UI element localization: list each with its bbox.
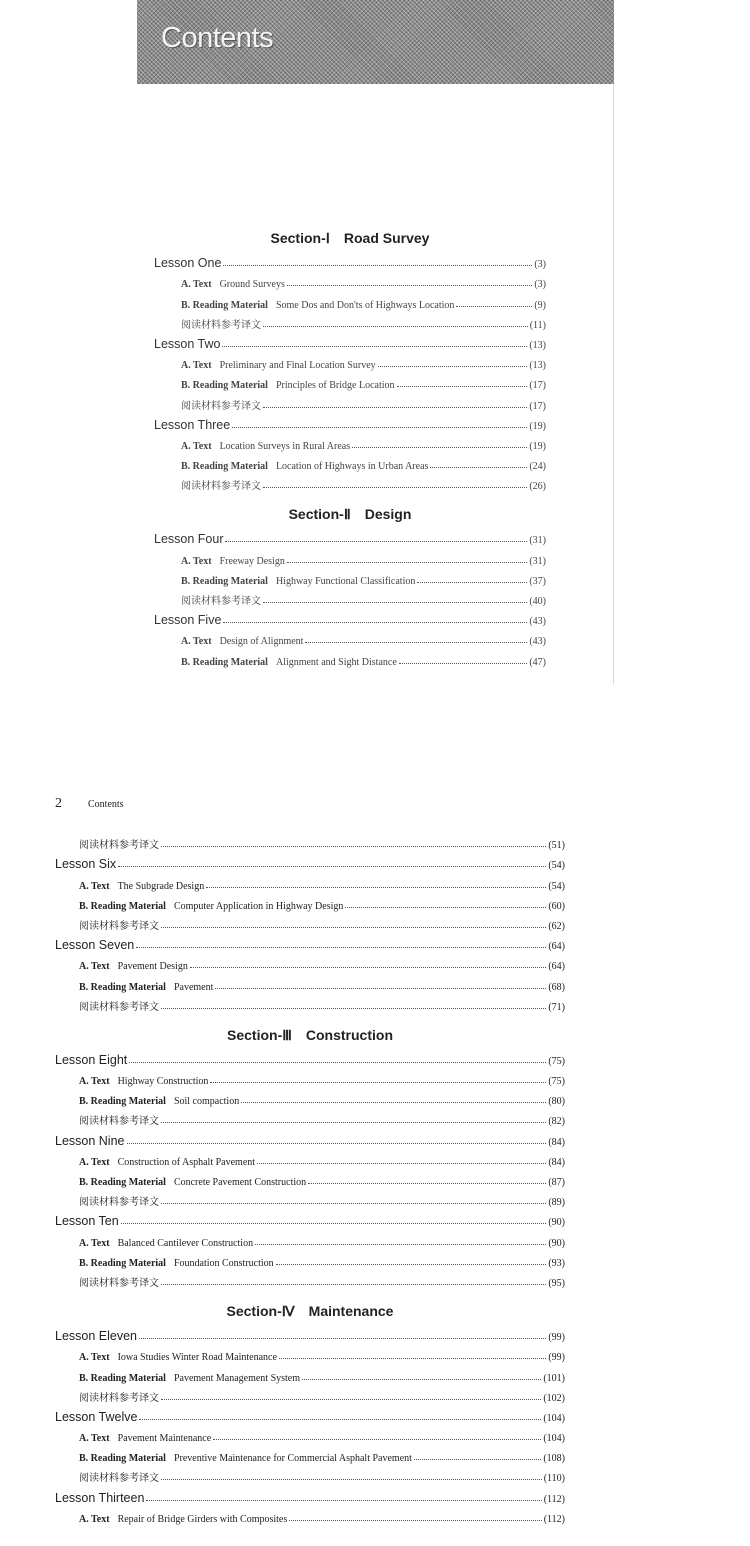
leader-dots [289,1520,541,1521]
entry-kind: B. Reading Material [79,1257,166,1269]
entry-kind: B. Reading Material [181,656,268,668]
subentry[interactable] [55,1148,565,1168]
subentry[interactable] [154,647,546,667]
entry-page: (31) [529,555,546,567]
subentry[interactable] [55,871,565,891]
entry-title: Computer Application in Highway Design [173,900,344,912]
entry-label [181,360,376,371]
entry-label [79,1469,159,1484]
subentry[interactable] [154,452,546,472]
entry-label: Lesson Eight [55,1052,128,1067]
entry-page: (19) [529,420,546,432]
leader-dots [232,427,527,428]
entry-label: Lesson One [154,256,222,271]
subentry[interactable] [55,1168,565,1188]
lesson-entry[interactable] [55,1484,565,1504]
entry-page: (37) [529,575,546,587]
entry-page: (75) [548,1076,565,1088]
leader-dots [222,346,527,347]
leader-dots [161,1122,546,1123]
leader-dots [430,467,527,468]
leader-dots [352,447,527,448]
entry-page: (26) [529,481,546,493]
section-title: Construction [305,1026,393,1043]
lesson-entry[interactable] [55,851,565,871]
entry-kind: A. Text [79,1352,110,1364]
leader-dots [397,386,528,387]
entry-page: (13) [529,360,546,372]
entry-label: Lesson Six [55,857,117,872]
subentry[interactable] [55,993,565,1013]
subentry[interactable] [55,1067,565,1087]
section-title: Design [364,506,412,523]
lesson-entry[interactable] [55,1404,565,1424]
subentry[interactable] [55,1228,565,1248]
entry-title: 阅读材料参考译文 [79,1001,159,1013]
entry-title: 阅读材料参考译文 [79,1197,159,1209]
leader-dots [161,1008,546,1009]
entry-label [79,1112,159,1127]
entry-title: Balanced Cantilever Construction [117,1237,254,1249]
entry-label [181,441,350,452]
lesson-entry[interactable] [154,331,546,351]
subentry[interactable] [154,546,546,566]
leader-dots [161,1203,546,1204]
entry-label [79,1096,239,1107]
leader-dots [161,1284,546,1285]
entry-kind: B. Reading Material [79,1453,166,1465]
entry-page: (90) [548,1237,565,1249]
subentry[interactable] [154,432,546,452]
entry-title: 阅读材料参考译文 [181,400,261,412]
leader-dots [279,1358,546,1359]
leader-dots [161,1479,542,1480]
entry-title: Pavement Maintenance [117,1433,212,1445]
entry-page: (75) [548,1055,565,1067]
entry-page: (17) [529,380,546,392]
entry-kind: A. Text [79,880,110,892]
subentry[interactable] [55,1363,565,1383]
subentry[interactable] [55,1464,565,1484]
entry-title: 阅读材料参考译文 [181,481,261,493]
entry-page: (82) [548,1116,565,1128]
section-label: Section-Ⅲ [227,1026,292,1043]
subentry[interactable] [154,351,546,371]
lesson-entry[interactable] [154,250,546,270]
section-heading [55,1023,565,1047]
subentry[interactable] [154,567,546,587]
entry-label [79,1453,412,1464]
entry-title: Highway Functional Classification [275,575,416,587]
leader-dots [399,663,528,664]
leader-dots [255,1244,546,1245]
subentry[interactable] [55,1087,565,1107]
entry-title: Concrete Pavement Construction [173,1177,307,1188]
leader-dots [414,1459,541,1460]
leader-dots [139,1338,546,1339]
entry-kind: B. Reading Material [79,900,166,912]
entry-title: Iowa Studies Winter Road Maintenance [117,1352,277,1364]
subentry[interactable] [154,587,546,607]
page-2-running-head [55,794,124,812]
entry-page: (90) [548,1217,565,1229]
lesson-entry[interactable] [154,412,546,432]
entry-page: (95) [548,1277,565,1289]
entry-page: (112) [543,1493,565,1505]
entry-title: Ground Surveys [219,279,285,291]
entry-page: (17) [529,400,546,412]
entry-kind: B. Reading Material [181,461,268,473]
entry-page: (99) [548,1332,565,1344]
leader-dots [345,907,546,908]
entry-label: Lesson Twelve [55,1409,138,1424]
entry-page: (71) [548,1001,565,1013]
leader-dots [263,407,527,408]
subentry[interactable] [55,912,565,932]
entry-kind: A. Text [181,279,212,291]
entry-label: Lesson Three [154,417,231,432]
entry-kind: B. Reading Material [181,380,268,392]
leader-dots [121,1223,547,1224]
leader-dots [136,947,546,948]
entry-label: Lesson Thirteen [55,1490,145,1505]
leader-dots [378,366,528,367]
section-title: Maintenance [308,1302,394,1319]
subentry[interactable] [55,1444,565,1464]
subentry[interactable] [55,1249,565,1269]
leader-dots [263,326,528,327]
entry-page: (62) [548,920,565,932]
subentry[interactable] [55,952,565,972]
entry-label [79,901,343,912]
entry-kind: A. Text [79,1433,110,1445]
lesson-entry[interactable] [154,526,546,546]
entry-label [79,961,188,972]
section-spacer [55,1013,565,1023]
leader-dots [127,1143,547,1144]
entry-title: 阅读材料参考译文 [79,1392,159,1404]
entry-page: (64) [548,941,565,953]
entry-kind: A. Text [79,961,110,973]
entry-label [79,1076,208,1087]
entry-kind: B. Reading Material [79,1372,166,1384]
leader-dots [139,1419,541,1420]
leader-dots [206,887,546,888]
leader-dots [129,1062,546,1063]
entry-title: Pavement Management System [173,1372,301,1384]
entry-label [79,1238,253,1249]
entry-title: Location Surveys in Rural Areas [219,440,351,452]
entry-label [79,1258,274,1269]
section-label: Section-Ⅱ [288,506,351,523]
page-number: 2 [55,796,62,811]
entry-label [79,1157,255,1168]
subentry[interactable] [55,831,565,851]
entry-page: (47) [529,656,546,668]
entry-kind: B. Reading Material [181,299,268,311]
section-heading [55,1299,565,1323]
entry-page: (89) [548,1197,565,1209]
entry-page: (40) [529,596,546,607]
subentry[interactable] [55,1424,565,1444]
entry-page: (93) [548,1257,565,1269]
subentry[interactable] [154,472,546,492]
entry-page: (112) [543,1513,565,1525]
entry-label [181,380,395,391]
entry-page: (99) [548,1352,565,1364]
leader-dots [263,487,527,488]
entry-kind: B. Reading Material [79,981,166,993]
entry-label [181,397,261,412]
entry-title: 阅读材料参考译文 [181,319,261,331]
entry-title: Construction of Asphalt Pavement [117,1156,256,1168]
entry-page: (64) [548,961,565,973]
entry-title: Pavement Design [117,961,188,973]
lesson-entry[interactable] [55,1323,565,1343]
entry-kind: A. Text [181,360,212,372]
entry-label [79,998,159,1013]
entry-page: (43) [529,616,546,628]
subentry[interactable] [55,1107,565,1127]
leader-dots [161,846,546,847]
lesson-entry[interactable] [154,607,546,627]
leader-dots [302,1379,541,1380]
subentry[interactable] [154,627,546,647]
entry-page: (104) [543,1412,565,1424]
section-label: Section-Ⅳ [226,1302,295,1319]
entry-page: (24) [529,461,546,473]
entry-label [181,556,285,567]
subentry[interactable] [55,1343,565,1363]
section-spacer [154,492,546,502]
entry-title: 阅读材料参考译文 [181,596,261,607]
leader-dots [161,927,546,928]
entry-title: Highway Construction [117,1076,209,1088]
leader-dots [287,285,532,286]
entry-page: (13) [529,339,546,351]
entry-label [79,982,213,993]
leader-dots [305,642,527,643]
entry-label [79,881,204,892]
leader-dots [263,602,527,603]
entry-label [181,300,454,311]
entry-page: (68) [548,981,565,993]
entry-title: 阅读材料参考译文 [79,1277,159,1289]
subentry[interactable] [55,1269,565,1289]
entry-kind: B. Reading Material [79,1096,166,1108]
subentry[interactable] [55,1505,565,1525]
leader-dots [190,967,547,968]
leader-dots [223,265,532,266]
entry-title: 阅读材料参考译文 [79,840,159,852]
entry-title: Freeway Design [219,555,285,567]
subentry[interactable] [55,972,565,992]
entry-page: (43) [529,636,546,648]
leader-dots [210,1082,546,1083]
entry-label [79,836,159,851]
section-label: Section-Ⅰ [270,230,330,246]
entry-label [79,917,159,932]
leader-dots [118,866,546,867]
section-spacer [55,1289,565,1299]
entry-label [181,657,397,668]
leader-dots [417,582,527,583]
leader-dots [225,541,527,542]
entry-page: (84) [548,1136,565,1148]
entry-title: Repair of Bridge Girders with Composites [117,1513,288,1525]
entry-title: Location of Highways in Urban Areas [275,461,429,473]
subentry[interactable] [154,270,546,290]
entry-page: (102) [543,1392,565,1404]
section-heading [154,502,546,526]
entry-label [181,477,261,492]
leader-dots [308,1183,546,1184]
entry-label [79,1352,277,1363]
entry-label [79,1433,211,1444]
entry-kind: A. Text [79,1237,110,1249]
leader-dots [213,1439,541,1440]
entry-label: Lesson Ten [55,1214,119,1229]
entry-kind: A. Text [181,636,212,648]
entry-kind: A. Text [181,440,212,452]
entry-title: 阅读材料参考译文 [79,920,159,932]
entry-kind: B. Reading Material [181,575,268,587]
leader-dots [223,622,527,623]
page-edge-shadow [613,84,614,684]
leader-dots [241,1102,546,1103]
leader-dots [161,1399,541,1400]
toc-list-page-2 [55,831,565,1525]
entry-label [181,576,415,587]
entry-title: Principles of Bridge Location [275,380,395,392]
entry-title: The Subgrade Design [117,880,205,892]
entry-kind: A. Text [79,1076,110,1088]
entry-kind: B. Reading Material [79,1177,166,1188]
entry-label [181,592,261,607]
entry-label [181,316,261,331]
entry-page: (19) [529,440,546,452]
entry-label [181,279,285,290]
entry-label [79,1177,306,1188]
entry-page: (101) [543,1372,565,1384]
entry-title: Design of Alignment [219,636,304,648]
contents-header-band [137,0,614,84]
entry-label: Lesson Five [154,613,222,628]
entry-page: (87) [548,1177,565,1188]
entry-label [79,1193,159,1208]
entry-label [79,1389,159,1404]
entry-title: Alignment and Sight Distance [275,656,397,668]
leader-dots [215,988,546,989]
entry-page: (3) [534,259,546,271]
entry-title: Foundation Construction [173,1257,274,1269]
entry-page: (84) [548,1156,565,1168]
entry-page: (9) [534,299,546,311]
entry-page: (3) [534,279,546,291]
entry-page: (104) [543,1433,565,1445]
entry-title: Preliminary and Final Location Survey [219,360,376,372]
entry-label [79,1514,287,1525]
entry-label: Lesson Eleven [55,1329,138,1344]
entry-page: (54) [548,860,565,872]
entry-label: Lesson Seven [55,938,135,953]
subentry[interactable] [55,1188,565,1208]
entry-label: Lesson Four [154,532,224,547]
entry-page: (51) [548,840,565,852]
lesson-entry[interactable] [55,932,565,952]
section-heading [154,226,546,250]
entry-title: Pavement [173,981,214,993]
lesson-entry[interactable] [55,1208,565,1228]
leader-dots [456,306,532,307]
entry-title: Preventive Maintenance for Commercial Asphalt Pavement [173,1453,412,1465]
subentry[interactable] [55,892,565,912]
entry-title: Soil compaction [173,1096,240,1108]
entry-label: Lesson Nine [55,1133,125,1148]
entry-label [181,636,303,647]
subentry[interactable] [154,290,546,310]
entry-page: (31) [529,535,546,547]
subentry[interactable] [154,311,546,331]
leader-dots [146,1500,541,1501]
contents-title: Contents [161,22,274,54]
entry-label: Lesson Two [154,336,221,351]
subentry[interactable] [154,371,546,391]
entry-page: (54) [548,880,565,892]
lesson-entry[interactable] [55,1047,565,1067]
leader-dots [287,562,528,563]
entry-title: 阅读材料参考译文 [79,1473,159,1485]
entry-page: (11) [529,319,546,331]
entry-kind: A. Text [181,555,212,567]
entry-title: Some Dos and Don'ts of Highways Location [275,299,455,311]
leader-dots [257,1163,546,1164]
entry-page: (80) [548,1096,565,1108]
entry-label [79,1373,300,1384]
entry-page: (108) [543,1453,565,1465]
subentry[interactable] [154,391,546,411]
entry-kind: A. Text [79,1156,110,1168]
entry-page: (110) [543,1473,565,1485]
section-title: Road Survey [343,230,430,246]
entry-kind: A. Text [79,1513,110,1525]
running-title: Contents [88,799,124,810]
leader-dots [276,1264,547,1265]
entry-label [79,1274,159,1289]
entry-label [181,461,428,472]
entry-title: 阅读材料参考译文 [79,1116,159,1128]
subentry[interactable] [55,1384,565,1404]
toc-list-page-1 [154,226,546,668]
lesson-entry[interactable] [55,1127,565,1147]
entry-page: (60) [548,900,565,912]
